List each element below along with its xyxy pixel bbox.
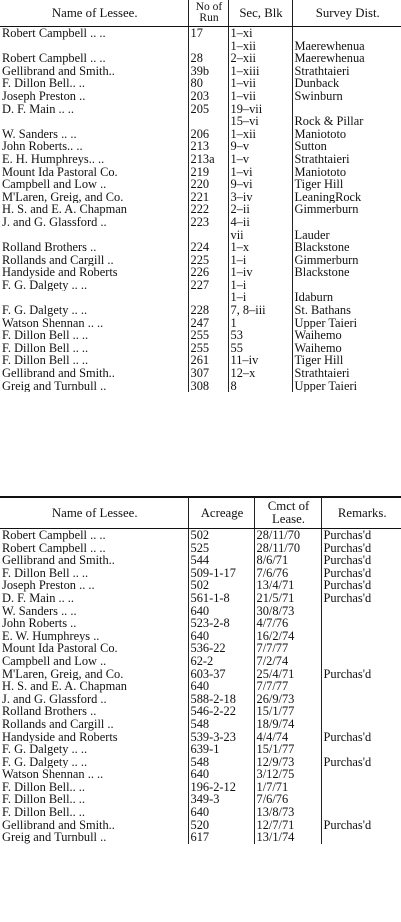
cell-survey-district: Blackstone	[292, 266, 401, 279]
cell-lessee-name	[0, 40, 188, 53]
table-row	[0, 115, 401, 128]
cell-lessee-name: Greig and Turnbull ..	[2, 831, 107, 844]
table-row	[0, 718, 401, 731]
table-row	[0, 680, 401, 693]
cell-lessee-name: F. G. Dalgety .. ..	[2, 743, 88, 756]
table-row	[0, 655, 401, 668]
cell-lessee-name: Gellibrand and Smith..	[2, 554, 115, 567]
table-row	[0, 291, 401, 304]
cell-remarks: Purchas'd	[321, 542, 401, 555]
cell-lessee-name: F. Dillon Bell .. ..	[2, 354, 89, 368]
table-row	[0, 806, 401, 819]
cell-lessee-name: Campbell and Low ..	[2, 178, 107, 191]
cell-run-number: 308	[188, 380, 228, 393]
cell-survey-district: Strathtaieri	[292, 65, 401, 78]
cell-acreage: 603-37	[188, 668, 254, 681]
cell-lessee-name: Watson Shennan .. ..	[2, 768, 104, 781]
cell-sec-blk: 1–vi	[228, 166, 292, 179]
cell-remarks: Purchas'd	[321, 731, 401, 744]
cell-survey-district: Upper Taieri	[292, 380, 401, 393]
cell-lessee-name: John Roberts ..	[2, 617, 77, 630]
cell-survey-district: Upper Taieri	[292, 317, 401, 330]
cell-run-number: 223	[188, 216, 228, 229]
cell-remarks	[321, 718, 401, 731]
table-row	[0, 203, 401, 216]
cell-lessee-name: Robert Campbell .. ..	[2, 52, 106, 65]
cell-sec-blk: 9–vi	[228, 178, 292, 191]
cell-survey-district: St. Bathans	[292, 304, 401, 317]
cell-remarks	[321, 642, 401, 655]
table-body	[0, 529, 401, 844]
cell-sec-blk: 1–xii	[228, 128, 292, 141]
cell-lessee-name: Robert Campbell .. ..	[2, 27, 106, 40]
cell-acreage: 640	[188, 806, 254, 819]
cell-lessee-name: F. G. Dalgety .. ..	[2, 755, 88, 769]
table-row	[0, 216, 401, 229]
cell-acreage: 539-3-23	[188, 731, 254, 744]
cell-lease-date: 30/8/73	[254, 605, 321, 618]
cell-survey-district: Maniototo	[292, 166, 401, 179]
cell-lessee-name: W. Sanders .. ..	[2, 127, 77, 141]
table-row	[0, 304, 401, 317]
table-row	[0, 617, 401, 630]
header-survey-dist: Survey Dist.	[292, 0, 401, 27]
header-acreage: Acreage	[188, 498, 254, 529]
cell-acreage: 640	[188, 630, 254, 643]
cell-sec-blk: 4–ii	[228, 216, 292, 229]
cell-lessee-name: D. F. Main .. ..	[2, 102, 74, 116]
cell-run-number: 205	[188, 103, 228, 116]
cell-run-number: 17	[188, 27, 228, 40]
table-row	[0, 642, 401, 655]
cell-lessee-name: Handyside and Roberts	[2, 266, 118, 279]
cell-run-number	[188, 40, 228, 53]
cell-run-number: 206	[188, 128, 228, 141]
cell-survey-district	[292, 27, 401, 40]
table-row	[0, 567, 401, 580]
cell-acreage: 588-2-18	[188, 693, 254, 706]
cell-lessee-name: Joseph Preston .. ..	[2, 579, 95, 592]
cell-lessee-name: Gellibrand and Smith..	[2, 64, 115, 78]
table-row	[0, 380, 401, 393]
cell-lease-date: 18/9/74	[254, 718, 321, 731]
cell-remarks	[321, 831, 401, 844]
cell-remarks: Purchas'd	[321, 554, 401, 567]
cell-survey-district	[292, 103, 401, 116]
cell-acreage: 509-1-17	[188, 567, 254, 580]
table-row	[0, 731, 401, 744]
cell-lease-date: 12/9/73	[254, 756, 321, 769]
cell-lessee-name: F. G. Dalgety .. ..	[2, 304, 88, 317]
cell-lease-date: 7/7/77	[254, 680, 321, 693]
cell-lease-date: 12/7/71	[254, 819, 321, 832]
table-row	[0, 367, 401, 380]
cell-run-number: 219	[188, 166, 228, 179]
cell-survey-district: Blackstone	[292, 241, 401, 254]
cell-acreage: 520	[188, 819, 254, 832]
cell-sec-blk: 1–xi	[228, 27, 292, 40]
cell-lessee-name: Gellibrand and Smith..	[2, 367, 115, 380]
cell-lease-date: 15/1/77	[254, 705, 321, 718]
cell-lessee-name: J. and G. Glassford ..	[2, 692, 107, 706]
header-name-of-lessee: Name of Lessee.	[0, 498, 188, 529]
cell-acreage: 548	[188, 756, 254, 769]
cell-run-number	[188, 291, 228, 304]
cell-sec-blk: 1–iv	[228, 266, 292, 279]
table-row	[0, 128, 401, 141]
cell-remarks: Purchas'd	[321, 819, 401, 832]
header-name-of-lessee: Name of Lessee.	[0, 0, 188, 27]
cell-acreage: 561-1-8	[188, 592, 254, 605]
cell-remarks: Purchas'd	[321, 592, 401, 605]
cell-sec-blk: 9–v	[228, 140, 292, 153]
cell-acreage: 640	[188, 768, 254, 781]
cell-survey-district: Lauder	[292, 229, 401, 242]
cell-acreage: 639-1	[188, 743, 254, 756]
cell-lease-date: 7/6/76	[254, 793, 321, 806]
cell-lease-date: 13/8/73	[254, 806, 321, 819]
cell-run-number	[188, 115, 228, 128]
table-row	[0, 317, 401, 330]
table-row	[0, 554, 401, 567]
cell-run-number: 307	[188, 367, 228, 380]
cell-lessee-name: E. H. Humphreys.. ..	[2, 152, 105, 166]
cell-remarks	[321, 630, 401, 643]
cell-survey-district	[292, 279, 401, 292]
cell-acreage: 617	[188, 831, 254, 844]
table-row	[0, 630, 401, 643]
cell-lease-date: 25/4/71	[254, 668, 321, 681]
table-row	[0, 693, 401, 706]
cell-acreage: 525	[188, 542, 254, 555]
cell-remarks	[321, 605, 401, 618]
table-row	[0, 831, 401, 844]
table-row	[0, 542, 401, 555]
cell-sec-blk: 1–vii	[228, 77, 292, 90]
table-row	[0, 77, 401, 90]
header-sec-blk: Sec, Blk	[228, 0, 292, 27]
table-row	[0, 529, 401, 542]
cell-survey-district: Dunback	[292, 77, 401, 90]
cell-lessee-name: Rolland Brothers ..	[2, 241, 97, 254]
cell-sec-blk: 3–iv	[228, 191, 292, 204]
table-row	[0, 279, 401, 292]
cell-lease-date: 7/7/77	[254, 642, 321, 655]
table-row	[0, 27, 401, 40]
cell-lease-date: 7/6/76	[254, 567, 321, 580]
cell-lessee-name: F. Dillon Bell .. ..	[2, 341, 89, 355]
cell-remarks	[321, 781, 401, 794]
cell-lease-date: 16/2/74	[254, 630, 321, 643]
cell-remarks	[321, 806, 401, 819]
table-row	[0, 605, 401, 618]
cell-run-number: 227	[188, 279, 228, 292]
table-row	[0, 768, 401, 781]
cell-lessee-name	[0, 229, 188, 242]
table-row	[0, 90, 401, 103]
cell-lessee-name: J. and G. Glassford ..	[2, 215, 107, 229]
cell-sec-blk: 2–xii	[228, 52, 292, 65]
cell-remarks: Purchas'd	[321, 529, 401, 542]
cell-sec-blk: 1–xii	[228, 40, 292, 53]
cell-lessee-name: H. S. and E. A. Chapman	[2, 680, 127, 693]
cell-sec-blk: 12–x	[228, 367, 292, 380]
cell-sec-blk: 19–vii	[228, 103, 292, 116]
header-cmct-of-lease: Cmct of Lease.	[254, 498, 321, 529]
cell-lease-date: 7/2/74	[254, 655, 321, 668]
cell-sec-blk: vii	[228, 229, 292, 242]
cell-remarks	[321, 743, 401, 756]
cell-lessee-name: M'Laren, Greig, and Co.	[2, 667, 124, 681]
cell-run-number: 226	[188, 266, 228, 279]
table-row	[0, 254, 401, 267]
cell-lessee-name: F. Dillon Bell .. ..	[2, 329, 89, 342]
cell-lessee-name	[0, 291, 188, 304]
cell-sec-blk: 55	[228, 342, 292, 355]
lessee-acreage-table	[0, 498, 401, 844]
cell-run-number: 222	[188, 203, 228, 216]
table-row	[0, 743, 401, 756]
table-row	[0, 191, 401, 204]
cell-lessee-name: F. G. Dalgety .. ..	[2, 278, 88, 292]
cell-lessee-name: Robert Campbell .. ..	[2, 528, 106, 542]
cell-run-number: 203	[188, 90, 228, 103]
table-row	[0, 178, 401, 191]
cell-remarks: Purchas'd	[321, 579, 401, 592]
cell-survey-district: Idaburn	[292, 291, 401, 304]
cell-lease-date: 3/12/75	[254, 768, 321, 781]
table-row	[0, 342, 401, 355]
cell-acreage: 544	[188, 554, 254, 567]
cell-lessee-name: M'Laren, Greig, and Co.	[2, 190, 124, 204]
cell-lessee-name: John Roberts.. ..	[2, 140, 83, 153]
cell-run-number: 221	[188, 191, 228, 204]
cell-lessee-name: Rollands and Cargill ..	[2, 717, 114, 731]
cell-run-number: 225	[188, 254, 228, 267]
cell-acreage: 640	[188, 605, 254, 618]
cell-lease-date: 21/5/71	[254, 592, 321, 605]
cell-survey-district: Swinburn	[292, 90, 401, 103]
cell-run-number: 213a	[188, 153, 228, 166]
cell-sec-blk: 1–i	[228, 279, 292, 292]
table-row	[0, 705, 401, 718]
cell-sec-blk: 1–v	[228, 153, 292, 166]
cell-acreage: 502	[188, 529, 254, 542]
cell-lessee-name: Greig and Turnbull ..	[2, 379, 107, 393]
cell-survey-district: Strathtaieri	[292, 153, 401, 166]
cell-run-number: 255	[188, 329, 228, 342]
cell-lessee-name	[0, 115, 188, 128]
cell-survey-district: Tiger Hill	[292, 354, 401, 367]
table-row	[0, 579, 401, 592]
table-body	[0, 27, 401, 393]
cell-run-number: 213	[188, 140, 228, 153]
cell-lessee-name: Rolland Brothers ..	[2, 705, 97, 718]
cell-run-number: 28	[188, 52, 228, 65]
cell-lease-date: 28/11/70	[254, 529, 321, 542]
table-row	[0, 65, 401, 78]
table-row	[0, 103, 401, 116]
cell-lessee-name: F. Dillon Bell .. ..	[2, 566, 89, 580]
table-row	[0, 166, 401, 179]
table-row	[0, 793, 401, 806]
cell-lessee-name: H. S. and E. A. Chapman	[2, 203, 127, 216]
cell-survey-district: Gimmerburn	[292, 254, 401, 267]
cell-lessee-name: Rollands and Cargill ..	[2, 253, 114, 267]
cell-lessee-name: Watson Shennan .. ..	[2, 316, 104, 330]
cell-run-number: 228	[188, 304, 228, 317]
cell-remarks: Purchas'd	[321, 668, 401, 681]
cell-remarks	[321, 617, 401, 630]
cell-acreage: 546-2-22	[188, 705, 254, 718]
cell-remarks	[321, 793, 401, 806]
cell-remarks: Purchas'd	[321, 756, 401, 769]
table-row	[0, 329, 401, 342]
cell-lease-date: 28/11/70	[254, 542, 321, 555]
cell-remarks	[321, 693, 401, 706]
cell-survey-district: Sutton	[292, 140, 401, 153]
cell-sec-blk: 1–i	[228, 254, 292, 267]
cell-run-number: 261	[188, 354, 228, 367]
cell-remarks	[321, 680, 401, 693]
cell-acreage: 523-2-8	[188, 617, 254, 630]
cell-run-number: 224	[188, 241, 228, 254]
cell-lessee-name: Campbell and Low ..	[2, 654, 107, 668]
cell-acreage: 548	[188, 718, 254, 731]
cell-lease-date: 26/9/73	[254, 693, 321, 706]
table-row	[0, 52, 401, 65]
cell-lessee-name: Robert Campbell .. ..	[2, 541, 106, 555]
cell-lessee-name: F. Dillon Bell.. ..	[2, 793, 85, 807]
cell-remarks: Purchas'd	[321, 567, 401, 580]
table-row	[0, 756, 401, 769]
cell-acreage: 196-2-12	[188, 781, 254, 794]
cell-lessee-name: E. W. Humphreys ..	[2, 629, 100, 643]
cell-acreage: 502	[188, 579, 254, 592]
cell-acreage: 349-3	[188, 793, 254, 806]
cell-survey-district: LeaningRock	[292, 191, 401, 204]
table-row	[0, 781, 401, 794]
cell-lessee-name: Gellibrand and Smith..	[2, 818, 115, 832]
cell-lease-date: 8/6/71	[254, 554, 321, 567]
header-no-of-run: No of Run	[188, 0, 228, 27]
cell-lease-date: 13/1/74	[254, 831, 321, 844]
table-row	[0, 153, 401, 166]
table-row	[0, 354, 401, 367]
cell-survey-district: Strathtaieri	[292, 367, 401, 380]
table-row	[0, 229, 401, 242]
cell-survey-district: Maniototo	[292, 128, 401, 141]
cell-sec-blk: 1–x	[228, 241, 292, 254]
cell-survey-district: Tiger Hill	[292, 178, 401, 191]
cell-survey-district: Maerewhenua	[292, 52, 401, 65]
cell-sec-blk: 15–vi	[228, 115, 292, 128]
cell-remarks	[321, 768, 401, 781]
cell-lessee-name: W. Sanders .. ..	[2, 604, 77, 618]
cell-sec-blk: 7, 8–iii	[228, 304, 292, 317]
cell-sec-blk: 1–i	[228, 291, 292, 304]
cell-sec-blk: 2–ii	[228, 203, 292, 216]
cell-survey-district: Gimmerburn	[292, 203, 401, 216]
cell-survey-district: Rock & Pillar	[292, 115, 401, 128]
table-header-row	[0, 0, 401, 27]
cell-survey-district: Waihemo	[292, 342, 401, 355]
cell-sec-blk: 1–vii	[228, 90, 292, 103]
cell-acreage: 640	[188, 680, 254, 693]
cell-lessee-name: D. F. Main .. ..	[2, 591, 74, 605]
table-row	[0, 40, 401, 53]
table-row	[0, 819, 401, 832]
cell-lease-date: 4/4/74	[254, 731, 321, 744]
cell-lessee-name: Joseph Preston ..	[2, 89, 86, 103]
header-remarks: Remarks.	[321, 498, 401, 529]
cell-lessee-name: F. Dillon Bell.. ..	[2, 806, 85, 819]
cell-lessee-name: Handyside and Roberts	[2, 730, 118, 744]
cell-sec-blk: 53	[228, 329, 292, 342]
cell-sec-blk: 8	[228, 380, 292, 393]
cell-lessee-name: F. Dillon Bell.. ..	[2, 77, 85, 90]
cell-run-number: 39b	[188, 65, 228, 78]
cell-run-number: 255	[188, 342, 228, 355]
cell-lease-date: 1/7/71	[254, 781, 321, 794]
cell-lease-date: 13/4/71	[254, 579, 321, 592]
cell-lease-date: 15/1/77	[254, 743, 321, 756]
cell-lessee-name: Mount Ida Pastoral Co.	[2, 165, 118, 179]
cell-run-number: 80	[188, 77, 228, 90]
table-row	[0, 592, 401, 605]
cell-remarks	[321, 655, 401, 668]
table-row	[0, 140, 401, 153]
cell-sec-blk: 11–iv	[228, 354, 292, 367]
table-header-row	[0, 498, 401, 529]
cell-run-number	[188, 229, 228, 242]
cell-remarks	[321, 705, 401, 718]
cell-sec-blk: 1–xiii	[228, 65, 292, 78]
cell-lessee-name: Mount Ida Pastoral Co.	[2, 642, 118, 655]
cell-run-number: 220	[188, 178, 228, 191]
table-row	[0, 241, 401, 254]
cell-sec-blk: 1	[228, 317, 292, 330]
cell-survey-district: Maerewhenua	[292, 40, 401, 53]
cell-lessee-name: F. Dillon Bell.. ..	[2, 780, 85, 794]
cell-acreage: 536-22	[188, 642, 254, 655]
cell-survey-district	[292, 216, 401, 229]
lessee-runs-table	[0, 0, 401, 392]
cell-acreage: 62-2	[188, 655, 254, 668]
cell-lease-date: 4/7/76	[254, 617, 321, 630]
table-row	[0, 266, 401, 279]
table-row	[0, 668, 401, 681]
cell-survey-district: Waihemo	[292, 329, 401, 342]
cell-run-number: 247	[188, 317, 228, 330]
